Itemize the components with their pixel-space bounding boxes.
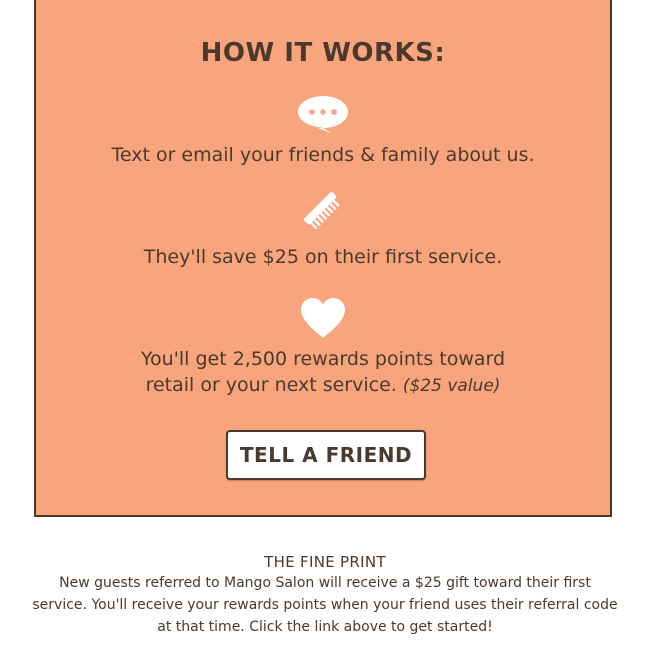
fine-print-body: New guests referred to Mango Salon will receive a $25 gift toward their first service. You'll receive your rewards points when your friend uses their referral code at that time. Click the link above to get started! <box>32 575 618 635</box>
step-text-2: They'll save $25 on their first service. <box>143 246 503 268</box>
value-note: ($25 value) <box>402 376 501 396</box>
step-text-3-line2: retail or your next service. <box>145 374 397 396</box>
step-rewards <box>36 296 610 399</box>
step-save <box>36 188 610 270</box>
heart-icon <box>299 296 347 340</box>
step-text-friends <box>36 94 610 168</box>
comb-icon <box>300 188 346 234</box>
step-text-3 <box>36 346 610 399</box>
step-text-3-line1: You'll get 2,500 rewards points toward <box>140 348 506 370</box>
speech-bubble-icon <box>296 94 350 136</box>
how-it-works-heading: HOW IT WORKS: <box>200 38 446 68</box>
tell-a-friend-button[interactable]: TELL A FRIEND <box>226 430 426 480</box>
fine-print <box>30 552 620 638</box>
step-text-1: Text or email your friends & family about us. <box>111 144 535 166</box>
fine-print-title: THE FINE PRINT <box>264 553 386 571</box>
how-it-works-panel <box>34 0 612 517</box>
